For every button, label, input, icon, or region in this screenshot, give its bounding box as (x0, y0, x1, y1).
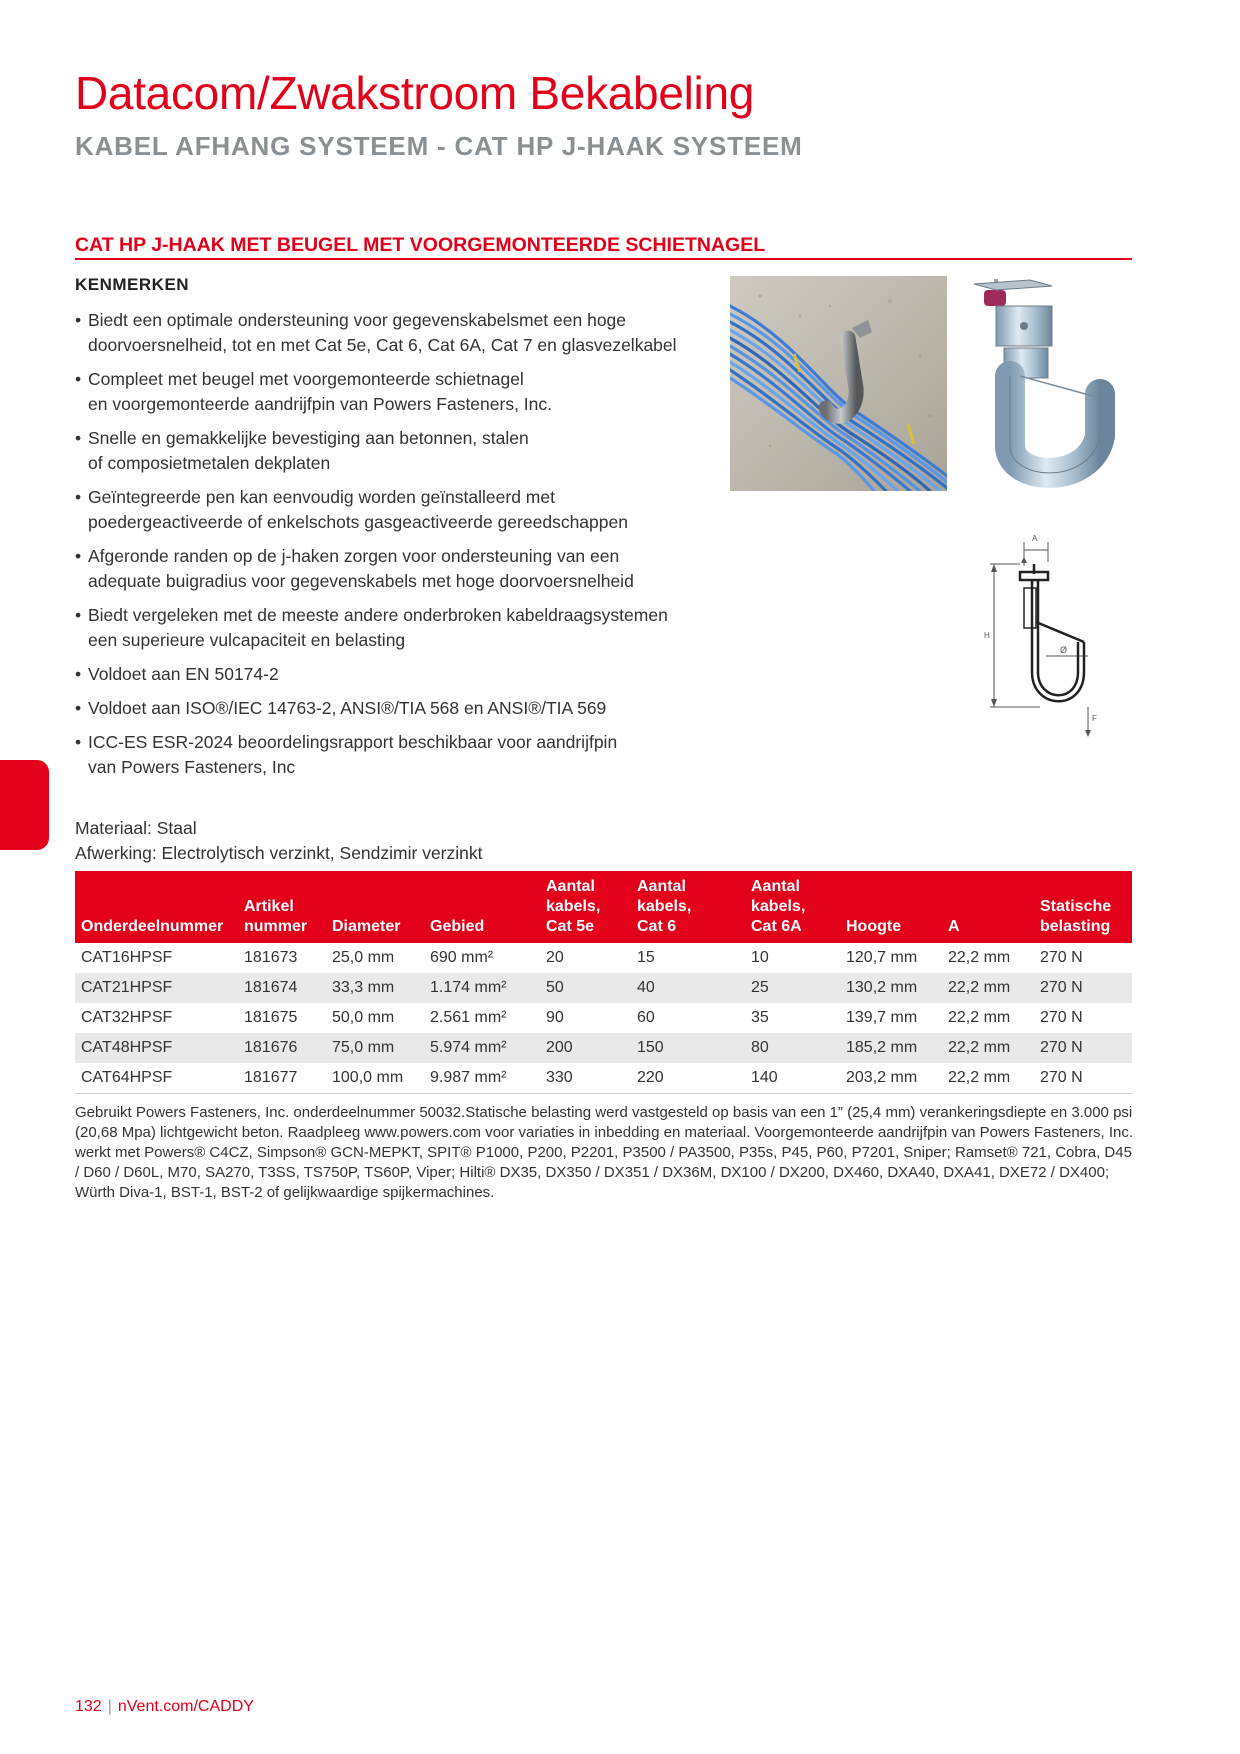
table-cell: 330 (540, 1063, 631, 1094)
table-cell: 185,2 mm (840, 1033, 942, 1063)
feature-text: Compleet met beugel met voorgemonteerde schietnagel en voorgemonteerde aandrijfpin van Powers Fasteners, Inc. (88, 369, 553, 414)
feature-text: Biedt vergeleken met de meeste andere onderbroken kabeldraagsystemen een superieure vulcapaciteit en belasting (88, 605, 668, 650)
page-footer (75, 1698, 254, 1716)
section-divider (75, 258, 1132, 260)
feature-text: Voldoet aan ISO®/IEC 14763-2, ANSI®/TIA 568 en ANSI®/TIA 569 (88, 698, 607, 718)
product-image (960, 276, 1130, 491)
feature-text: Snelle en gemakkelijke bevestiging aan betonnen, stalen of composietmetalen dekplaten (88, 428, 529, 473)
table-body (75, 943, 1132, 1094)
table-cell: CAT64HPSF (75, 1063, 238, 1094)
table-cell: 270 N (1040, 1009, 1083, 1026)
column-header: Hoogte (840, 871, 942, 943)
feature-item (75, 426, 715, 476)
table-cell: 5.974 mm² (424, 1033, 540, 1063)
section-title: CAT HP J-HAAK MET BEUGEL MET VOORGEMONTEERDE SCHIETNAGEL (75, 234, 766, 256)
spec-table (75, 871, 1132, 1094)
table-cell: 60 (637, 1009, 655, 1026)
dimension-drawing (980, 532, 1100, 742)
feature-text: Afgeronde randen op de j-haken zorgen voor ondersteuning van een adequate buigradius voor gegevenskabels met hoge doorvoersnelheid (88, 546, 634, 591)
footer-separator: | (107, 1698, 112, 1715)
column-header: Aantal kabels, Cat 5e (540, 871, 631, 943)
table-cell: 75,0 mm (326, 1033, 424, 1063)
table-cell: 22,2 mm (942, 1063, 1034, 1094)
table-cell: 690 mm² (430, 949, 494, 966)
table-header-row (75, 871, 1132, 943)
table-cell: 130,2 mm (840, 973, 942, 1003)
side-tab-marker (0, 760, 49, 850)
table-cell: CAT21HPSF (75, 973, 238, 1003)
column-header: Aantal kabels, Cat 6 (631, 871, 745, 943)
features-list (75, 308, 715, 789)
table-cell: 9.987 mm² (424, 1063, 540, 1094)
table-cell: 139,7 mm (846, 1009, 918, 1026)
table-cell: 22,2 mm (948, 949, 1011, 966)
table-cell: CAT48HPSF (75, 1033, 238, 1063)
table-row (75, 1033, 1132, 1063)
table-cell: CAT32HPSF (81, 1009, 173, 1026)
dim-label-a: A (1032, 534, 1038, 543)
column-header: Statische belasting (1034, 871, 1132, 943)
table-cell: 120,7 mm (846, 949, 918, 966)
table-cell: 270 N (1040, 949, 1083, 966)
page-number: 132 (75, 1698, 102, 1715)
feature-item (75, 367, 715, 417)
table-cell: 150 (631, 1033, 745, 1063)
feature-text: Voldoet aan EN 50174-2 (88, 664, 279, 684)
table-cell: 140 (745, 1063, 840, 1094)
feature-item (75, 662, 715, 687)
dim-label-f: F (1092, 714, 1097, 723)
table-cell: 203,2 mm (840, 1063, 942, 1094)
table-cell: 220 (631, 1063, 745, 1094)
material-text: Materiaal: Staal (75, 818, 197, 838)
table-cell: 181677 (238, 1063, 326, 1094)
table-cell: 181674 (238, 973, 326, 1003)
installation-photo (730, 276, 947, 491)
table-cell: 2.561 mm² (430, 1009, 507, 1026)
table-cell: 181673 (244, 949, 298, 966)
table-cell: 10 (751, 949, 769, 966)
page-title: Datacom/Zwakstroom Bekabeling (75, 67, 755, 119)
column-header: Gebied (424, 871, 540, 943)
feature-item (75, 603, 715, 653)
feature-text: Geïntegreerde pen kan eenvoudig worden geïnstalleerd met poedergeactiveerde of enkelschots gasgeactiveerde gereedschappen (88, 487, 628, 532)
table-cell: 200 (540, 1033, 631, 1063)
feature-item (75, 308, 715, 358)
table-row (75, 973, 1132, 1003)
footnote: Gebruikt Powers Fasteners, Inc. onderdeelnummer 50032.Statische belasting werd vastgesteld op basis van een 1” (25,4 mm) verankeringsdiepte en 3.000 psi (20,68 Mpa) lichtgewicht beton. Raadpleeg www.powers.com voor variaties in inbedding en materiaal. Voorgemonteerde aandrijfpin van Powers Fasteners, Inc. werkt met Powers® C4CZ, Simpson® GCN-MEPKT, SPIT® P1000, P200, P2201, P3500 / PA3500, P35s, P45, P60, P7201, Sniper; Ramset® 721, Cobra, D45 / D60 / D60L, M70, SA270, T3SS, TS750P, TS60P, Viper; Hilti® DX35, DX350 / DX351 / DX36M, DX100 / DX200, DX460, DXA40, DXA41, DXE72 / DX400; Würth Diva-1, BST-1, BST-2 of gelijkwaardige spijkermachines. (75, 1104, 1134, 1201)
feature-item (75, 696, 715, 721)
table-cell: 15 (637, 949, 655, 966)
page-subtitle: KABEL AFHANG SYSTEEM - CAT HP J-HAAK SYSTEEM (75, 131, 803, 161)
table-cell: 270 N (1034, 1063, 1132, 1094)
table-cell: 50,0 mm (332, 1009, 395, 1026)
table-cell: 20 (546, 949, 564, 966)
table-cell: 181675 (244, 1009, 298, 1026)
table-row (75, 1063, 1132, 1094)
feature-item (75, 730, 715, 780)
table-cell: 1.174 mm² (424, 973, 540, 1003)
feature-item (75, 544, 715, 594)
table-cell: 22,2 mm (942, 973, 1034, 1003)
footer-link[interactable]: nVent.com/CADDY (117, 1698, 254, 1715)
finish-text: Afwerking: Electrolytisch verzinkt, Sendzimir verzinkt (75, 843, 483, 863)
table-cell: 181676 (238, 1033, 326, 1063)
column-header: A (942, 871, 1034, 943)
table-cell: 33,3 mm (326, 973, 424, 1003)
features-heading: KENMERKEN (75, 275, 190, 294)
feature-text: Biedt een optimale ondersteuning voor gegevenskabelsmet een hoge doorvoersnelheid, tot en met Cat 5e, Cat 6, Cat 6A, Cat 7 en glasvezelkabel (88, 310, 677, 355)
feature-text: ICC-ES ESR-2024 beoordelingsrapport beschikbaar voor aandrijfpin van Powers Fasteners, Inc (88, 732, 618, 777)
table-cell: 50 (540, 973, 631, 1003)
table-cell: 25 (745, 973, 840, 1003)
table-row (75, 943, 1132, 973)
feature-item (75, 485, 715, 535)
column-header: Aantal kabels, Cat 6A (745, 871, 840, 943)
table-cell: 22,2 mm (942, 1033, 1034, 1063)
table-cell: 100,0 mm (326, 1063, 424, 1094)
table-cell: 25,0 mm (332, 949, 395, 966)
column-header: Onderdeelnummer (75, 871, 238, 943)
table-row (75, 1003, 1132, 1033)
column-header: Diameter (326, 871, 424, 943)
table-cell: 270 N (1034, 973, 1132, 1003)
table-cell: 90 (546, 1009, 564, 1026)
table-cell: 270 N (1034, 1033, 1132, 1063)
dim-label-diameter: Ø (1060, 645, 1068, 655)
column-header: Artikel nummer (238, 871, 326, 943)
table-cell: 40 (631, 973, 745, 1003)
table-cell: 22,2 mm (948, 1009, 1011, 1026)
table-cell: 35 (751, 1009, 769, 1026)
table-cell: 80 (745, 1033, 840, 1063)
table-cell: CAT16HPSF (81, 949, 173, 966)
dim-label-h: H (984, 631, 990, 640)
